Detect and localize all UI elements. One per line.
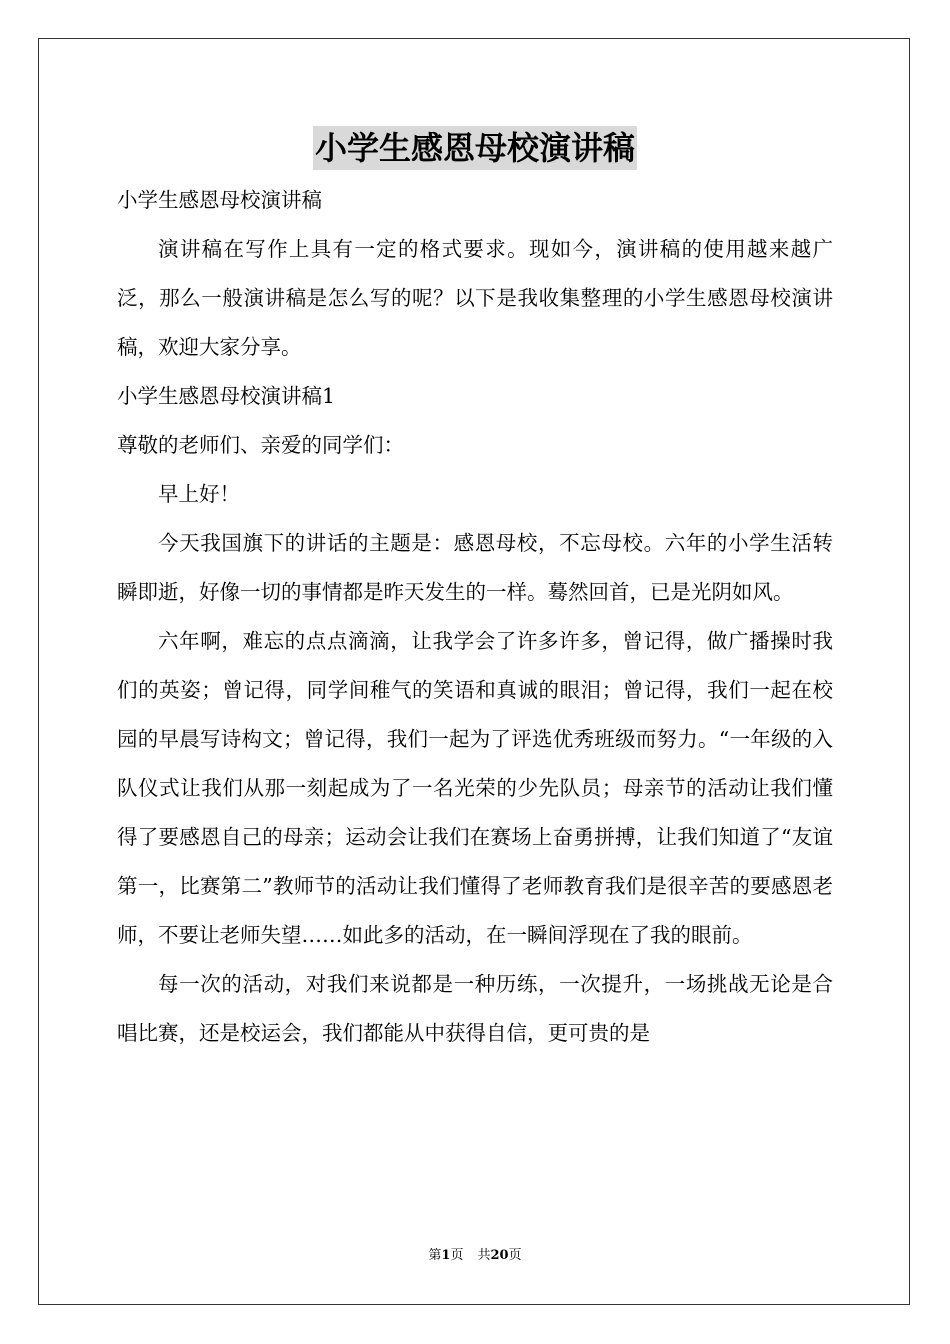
paragraph: 小学生感恩母校演讲稿1 xyxy=(117,384,336,408)
total-pages: 20 xyxy=(490,1248,509,1263)
paragraph: 早上好！ xyxy=(158,482,240,506)
paragraph: 尊敬的老师们、亲爱的同学们： xyxy=(117,433,404,457)
paragraph: 演讲稿在写作上具有一定的格式要求。现如今，演讲稿的使用越来越广泛，那么一般演讲稿是怎么写的呢？以下是我收集整理的小学生感恩母校演讲稿，欢迎大家分享。 xyxy=(117,237,833,359)
title-container xyxy=(0,126,950,170)
page-suffix: 页 xyxy=(450,1248,464,1263)
page-footer xyxy=(0,1247,950,1265)
paragraph: 今天我国旗下的讲话的主题是：感恩母校，不忘母校。六年的小学生活转瞬即逝，好像一切的事情都是昨天发生的一样。蓦然回首，已是光阴如风。 xyxy=(117,531,833,604)
document-body xyxy=(117,176,833,1058)
total-suffix: 页 xyxy=(508,1248,522,1263)
paragraph: 每一次的活动，对我们来说都是一种历练，一次提升，一场挑战无论是合唱比赛，还是校运会，我们都能从中获得自信，更可贵的是 xyxy=(117,972,833,1045)
page-number: 1 xyxy=(441,1248,451,1263)
paragraph: 六年啊，难忘的点点滴滴，让我学会了许多许多，曾记得，做广播操时我们的英姿；曾记得，同学间稚气的笑语和真诚的眼泪；曾记得，我们一起在校园的早晨写诗构文；曾记得，我们一起为了评选优秀班级而努力。“一年级的入队仪式让我们从那一刻起成为了一名光荣的少先队员；母亲节的活动让我们懂得了要感恩自己的母亲；运动会让我们在赛场上奋勇拼搏，让我们知道了“友谊第一，比赛第二”教师节的活动让我们懂得了老师教育我们是很辛苦的要感恩老师，不要让老师失望……如此多的活动，在一瞬间浮现在了我的眼前。 xyxy=(117,629,833,947)
total-prefix: 共 xyxy=(477,1248,491,1263)
document-title: 小学生感恩母校演讲稿 xyxy=(313,126,637,170)
paragraph: 小学生感恩母校演讲稿 xyxy=(117,188,322,212)
page-prefix: 第 xyxy=(428,1248,442,1263)
